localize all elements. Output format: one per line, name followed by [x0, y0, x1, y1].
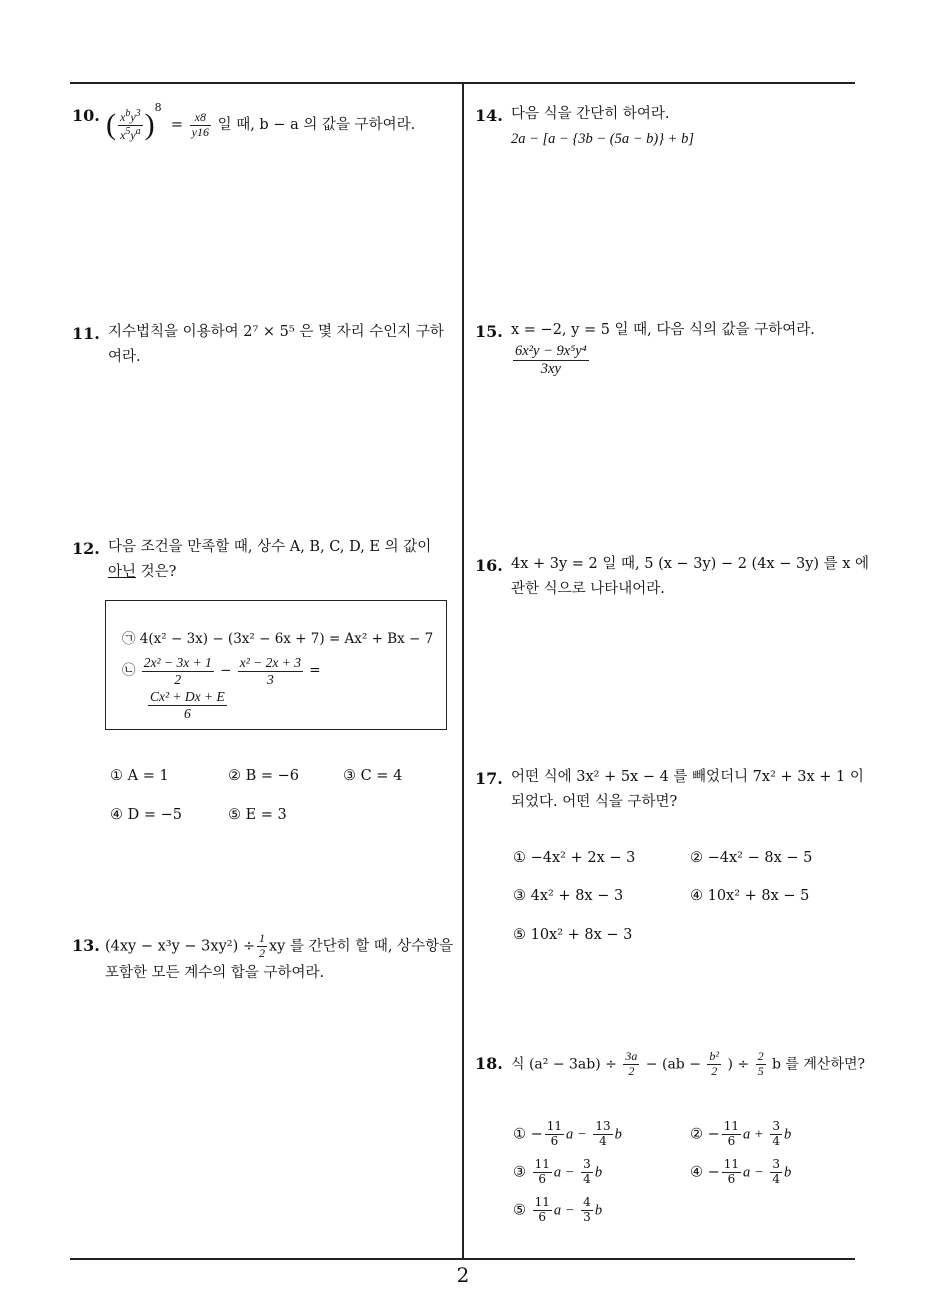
question-text: 4x + 3y = 2 일 때, 5 (x − 3y) − 2 (4x − 3y) 를 x 에 [511, 556, 870, 572]
choice-5[interactable]: ⑤ $\frac{11}{6}$ a − $\frac{4}{3}$ b [513, 1195, 603, 1224]
choice-5[interactable]: ⑤ E = 3 [228, 807, 287, 823]
choice-1[interactable]: ① −4x² + 2x − 3 [513, 850, 636, 866]
question-number: 14. [475, 106, 503, 125]
condition-2: ㉡ $\frac{\text{2x² − 3x + 1}}{2}$ − $\frac{\text{x² − 2x + 3}}{3}$ = [122, 655, 321, 687]
question-13: 13. (4xy − x³y − 3xy²) ÷ $\frac{1}{2}$ xy 를 간단히 할 때, 상수항을 포함한 모든 계수의 합을 구하여라. [72, 932, 462, 986]
fraction: $\frac{x8}{y16}$ [191, 109, 209, 139]
question-number: 10. [72, 106, 100, 125]
choice-3[interactable]: ③ C = 4 [343, 768, 403, 784]
question-15 [475, 318, 860, 378]
bottom-rule [70, 1258, 855, 1260]
question-11 [72, 320, 462, 371]
fraction: $\frac{x^by^3}{x^5y^a}$ [120, 107, 141, 142]
question-12: 12. 다음 조건을 만족할 때, 상수 A, B, C, D, E 의 값이 아닌 것은? [72, 535, 462, 586]
question-text: 일 때, b − a 의 값을 구하여라. [217, 117, 416, 133]
condition-1: ㉠ 4(x² − 3x) − (3x² − 6x + 7) = Ax² + Bx − 7 [122, 631, 434, 647]
choice-1[interactable]: ① A = 1 [110, 768, 169, 784]
page-number: 2 [456, 1263, 470, 1287]
choice-4[interactable]: ④ D = −5 [110, 807, 182, 823]
question-text: 되었다. 어떤 식을 구하면? [511, 794, 678, 811]
question-text: 다음 식을 간단히 하여라. [511, 106, 670, 122]
question-16 [475, 552, 870, 603]
choice-1[interactable]: ① − $\frac{11}{6}$ a − $\frac{13}{4}$ b [513, 1119, 622, 1148]
choice-3[interactable]: ③ $\frac{11}{6}$ a − $\frac{3}{4}$ b [513, 1157, 603, 1186]
question-number: 12. [72, 539, 100, 558]
question-14 [475, 102, 860, 153]
question-text: 지수법칙을 이용하여 2⁷ × 5⁵ 은 몇 자리 수인지 구하 [108, 324, 444, 340]
expression: 2a − [a − {3b − (5a − b)} + b] [511, 131, 694, 148]
condition-2-rhs: $\frac{\text{Cx² + Dx + E}}{6}$ [150, 689, 225, 721]
question-number: 11. [72, 324, 100, 343]
column-divider [462, 82, 464, 1259]
choice-4[interactable]: ④ − $\frac{11}{6}$ a − $\frac{3}{4}$ b [690, 1157, 792, 1186]
choice-2[interactable]: ② − $\frac{11}{6}$ a + $\frac{3}{4}$ b [690, 1119, 792, 1148]
question-number: 15. [475, 322, 503, 341]
question-number: 18. [475, 1054, 503, 1073]
choice-2[interactable]: ② B = −6 [228, 768, 300, 784]
choice-2[interactable]: ② −4x² − 8x − 5 [690, 850, 813, 866]
choice-5[interactable]: ⑤ 10x² + 8x − 3 [513, 927, 633, 943]
choice-3[interactable]: ③ 4x² + 8x − 3 [513, 888, 624, 904]
question-text: 어떤 식에 3x² + 5x − 4 를 빼었더니 7x² + 3x + 1 이 [511, 769, 864, 785]
underlined-word: 아닌 [108, 564, 137, 581]
question-18: 18. 식 (a² − 3ab) ÷ $\frac{3a}{2}$ − (ab − $\frac{\text{b²}}{2}$ ) ÷ $\frac{2}{5}$ b 를 계산하면? [475, 1049, 866, 1078]
question-number: 16. [475, 556, 503, 575]
choice-4[interactable]: ④ 10x² + 8x − 5 [690, 888, 810, 904]
question-10: 10. ( $\frac{x^by^3}{x^5y^a}$ )$^8$ = $\frac{x8}{y16}$ 일 때, b − a 의 값을 구하여라. [72, 101, 416, 142]
question-text: x = −2, y = 5 일 때, 다음 식의 값을 구하여라. [511, 322, 815, 338]
fraction: $\frac{\text{6x²y − 9x⁵y⁴}}{3xy}$ [515, 343, 587, 378]
condition-box [105, 600, 447, 730]
question-number: 17. [475, 769, 503, 788]
question-number: 13. [72, 936, 100, 955]
exponent: 8 [154, 101, 162, 114]
question-text: 다음 조건을 만족할 때, 상수 A, B, C, D, E 의 값이 [108, 539, 432, 555]
question-text: 관한 식으로 나타내어라. [511, 581, 665, 598]
question-text: 포함한 모든 계수의 합을 구하여라. [105, 964, 325, 981]
question-17 [475, 765, 864, 816]
question-text: 여라. [108, 349, 141, 366]
